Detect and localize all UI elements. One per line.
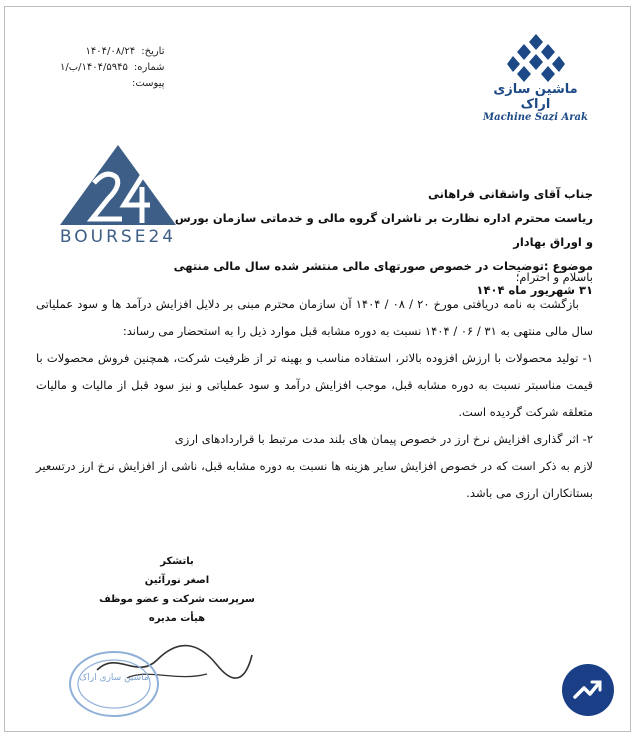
addressee-position: ریاست محترم اداره نظارت بر ناشران گروه مالی و خدماتی سازمان بورس و اوراق بهادار — [174, 211, 593, 249]
stamp-seal-icon — [68, 650, 160, 718]
date-label: تاریخ: — [141, 46, 165, 57]
number-label: شماره: — [133, 62, 165, 73]
paragraph-intro: بازگشت به نامه دریافتی مورخ ۲۰ / ۰۸ / ۱۴۰۴ آن سازمان محترم مبنی بر دلایل افزایش درآمد ها و سود عملیاتی سال مالی منتهی به ۳۱ / ۰۶ / ۱۴۰۴ نسبت به دوره مشابه قبل موارد ذیل را به استحضار می رساند: — [36, 297, 593, 338]
svg-text:ماشین سازی اراک: ماشین سازی اراک — [79, 673, 149, 683]
closing-paragraph: لازم به ذکر است که در خصوص افزایش سایر هزینه ها نسبت به دوره مشابه قبل، ناشی از افزایش نرخ ارز درتسعیر بستانکاران ارزی می باشد. — [36, 459, 593, 500]
greeting: باسلام و احترام؛ — [515, 270, 593, 284]
bourse24-logo — [58, 143, 178, 247]
letter-meta — [60, 44, 165, 92]
date-value: ۱۴۰۴/۰۸/۲۴ — [85, 46, 136, 57]
thanks-text: باتشکر — [160, 556, 194, 567]
bourse24-wordmark: BOURSE24 — [59, 227, 177, 247]
point-2: ۲- اثر گذاری افزایش نرخ ارز در خصوص پیمان های بلند مدت مرتبط با قراردادهای ارزی — [174, 432, 593, 446]
attachment-label: پیوست: — [131, 78, 165, 89]
letter-body — [36, 264, 593, 507]
signatory-title: سرپرست شرکت و عضو موظف هیأت مدیره — [99, 594, 255, 624]
signatory-name: اصغر نورآئین — [144, 575, 210, 586]
addressee-name: جناب آقای واشقانی فراهانی — [427, 187, 593, 201]
company-logo — [478, 32, 593, 123]
point-1: ۱- تولید محصولات با ارزش افزوده بالاتر، استفاده مناسب و بهینه تر از ظرفیت شرکت، همچنین فروش محصولات با قیمت مناسبتر نسبت به دوره مشابه قبل، موجب افزایش درآمد و سود عملیاتی و نیز سود قبل از مالیات و مالیات متعلقه شرکت گردیده است. — [36, 351, 593, 419]
company-name-en: Machine Sazi Arak — [483, 112, 588, 123]
bourse24-triangle-icon — [58, 143, 178, 227]
trend-arrow-icon — [571, 673, 605, 707]
company-stamp — [68, 650, 160, 718]
bourse24-badge — [562, 664, 614, 716]
company-name-fa: ماشین سازی اراک — [493, 82, 578, 112]
company-emblem-icon — [507, 32, 565, 84]
letter-subject: موضوع :توضیحات در خصوص صورتهای مالی منتشر شده سال مالی منتهی ۳۱ شهریور ماه ۱۴۰۴ — [173, 259, 593, 297]
number-value: ۱۴۰۴/۵۹۴۵/ب/۱ — [60, 62, 128, 73]
